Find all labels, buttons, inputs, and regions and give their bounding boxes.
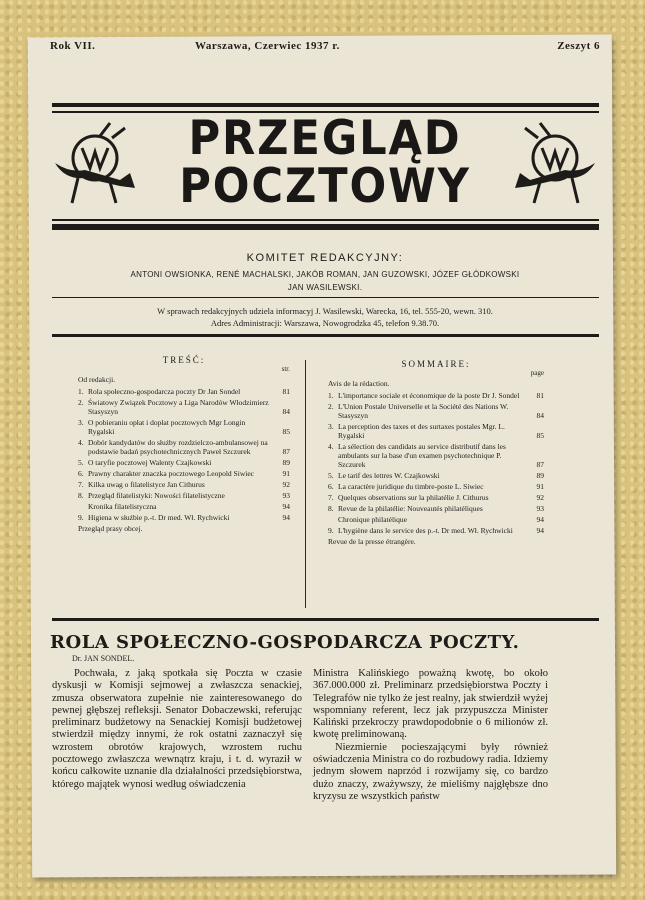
contents-polish-entry: [78, 418, 290, 436]
contents-french-entry-text: L'Union Postale Universelle et la Société des Nations W. Stasyszyn: [338, 402, 509, 420]
contents-top-rule: [52, 334, 599, 337]
contents-french-entry-text: La sélection des candidats au service distributif dans les ambulants sur la base d'un examen psychotechnique P. Szczurek: [338, 442, 506, 469]
contents-french-entry-number: 5.: [328, 471, 334, 480]
contents-french-entry-number: 2.: [328, 402, 334, 411]
committee-title: KOMITET REDAKCYJNY:: [246, 252, 404, 264]
contents-french: [328, 360, 544, 549]
masthead-title-line1: PRZEGLĄD: [188, 111, 462, 166]
contents-french-intro: Avis de la rédaction.: [328, 379, 390, 388]
contents-french-entry: [328, 493, 544, 502]
contents-polish-entry: [78, 480, 290, 489]
contents-polish-intro: Od redakcji.: [78, 375, 116, 384]
contents-french-entry-text: La perception des taxes et des surtaxes postales Mgr. L. Rygalski: [338, 422, 505, 440]
contents-polish-entry-page: 94: [282, 502, 290, 511]
contents-polish-entry-text: Światowy Związek Pocztowy a Liga Narodów Włodzimierz Stasyszyn: [88, 398, 269, 416]
masthead: [50, 110, 600, 220]
contents-polish-entry-page: 81: [282, 387, 290, 396]
contents-polish-entry-number: 3.: [78, 418, 84, 427]
contents-french-entry-number: 4.: [328, 442, 334, 451]
contents-french-entry-text: Quelques observations sur la philatélie J. Cithurus: [338, 493, 489, 502]
editorial-committee: [50, 252, 600, 294]
post-horn-emblem-icon: [50, 118, 140, 208]
contents-french-entry: [328, 471, 544, 480]
contents-polish-entry-page: 94: [282, 513, 290, 522]
contents-polish-entry: [78, 387, 290, 396]
article-author: Dr. JAN SONDEL.: [72, 654, 135, 663]
contents-french-entry-number: 9.: [328, 526, 334, 535]
top-rule: [52, 103, 599, 107]
contents-polish-entry-number: 2.: [78, 398, 84, 407]
contents-polish-entry: [78, 513, 290, 522]
contents-polish-entry-number: 9.: [78, 513, 84, 522]
contents-polish-entry: [78, 469, 290, 478]
post-horn-emblem-icon: [510, 118, 600, 208]
contents-french-entry-page: 81: [536, 391, 544, 400]
place-date: Warszawa, Czerwiec 1937 r.: [195, 40, 340, 52]
contents-polish-entry-text: O pobieraniu opłat i dopłat pocztowych Mgr Longin Rygalski: [88, 418, 246, 436]
contents-french-entry-number: 3.: [328, 422, 334, 431]
contents-french-heading: SOMMAIRE:: [401, 359, 471, 369]
contents-polish-entry-text: Prawny charakter znaczka pocztowego Leopold Siwiec: [88, 469, 254, 478]
committee-names-line2: JAN WASILEWSKI.: [287, 283, 363, 292]
info-rule: [52, 297, 599, 298]
mast-rule-thin: [52, 219, 599, 221]
contents-polish-entry: [78, 502, 290, 511]
masthead-title: [155, 110, 495, 214]
contents-polish-entry-page: 92: [282, 480, 290, 489]
contents-polish-entry-number: 1.: [78, 387, 84, 396]
contents-polish-entry-number: 8.: [78, 491, 84, 500]
contents-polish-entry-text: Higiena w służbie p.-t. Dr med. Wł. Rychwicki: [88, 513, 230, 522]
contents-polish-page-label: str.: [281, 365, 290, 373]
contents-french-entry-page: 94: [536, 526, 544, 535]
editorial-info-line2: Adres Administracji: Warszawa, Nowogrodzka 45, telefon 9.38.70.: [210, 318, 440, 328]
contents-french-entry-text: L'hygiène dans le service des p.-t. Dr med. Wł. Rychwicki: [338, 526, 513, 535]
article-paragraph: Niezmiernie pocieszającymi były również oświadczenia Ministra co do rozbudowy radia. Idziemy jednym słowem naprzód i rozwijamy się, co bardzo dużo znaczy, zważywszy, że mieliśmy najgłębsze dno kryzysu ze wszystkich państw: [313, 741, 548, 802]
contents-french-entry-number: 8.: [328, 504, 334, 513]
contents-french-entry-page: 85: [536, 431, 544, 440]
article-paragraph: Pochwała, z jaką spotkała się Poczta w czasie dyskusji w Komisji sejmowej a zwłaszcza senackiej, zmusza obserwatora zupełnie nie zainteresowanego do pewnej głębszej refleksji. Senator Dobaczewski, referując preliminarz budżetowy na Senackiej Komisji budżetowej stwierdził między innymi, że rok ostatni zaznaczył się wzrostem obrotów krajowych, wzrostem ruchu pocztowego zwłaszcza wewnątrz kraju, i t. d. wyraził w końcu całkowite uznanie dla działalności przedsiębiorstwa, którego majątek wynosi według oświadczenia: [52, 668, 302, 790]
article-paragraph: Ministra Kalińskiego poważną kwotę, bo około 367.000.000 zł. Preliminarz przedsiębiorstwa Poczty i Telegrafów nie tylko że jest realny, jak stwierdził wyżej wspomniany referent, lecz jak przypuszcza Minister Kaliński przekroczy prawdopodobnie o 6 milionów zł. kwotę preliminowaną.: [313, 668, 548, 741]
contents-polish-entry-text: Rola społeczno-gospodarcza poczty Dr Jan Sondel: [88, 387, 241, 396]
contents-polish-entry-text: O taryfie pocztowej Walenty Czajkowski: [88, 458, 212, 467]
issue-number: Zeszyt 6: [557, 40, 600, 52]
contents-french-entry: [328, 391, 544, 400]
masthead-title-line2: POCZTOWY: [179, 159, 471, 214]
contents-polish-entry-page: 91: [282, 469, 290, 478]
year-label: Rok VII.: [50, 40, 96, 52]
article-top-rule: [52, 618, 599, 621]
committee-names-line1: ANTONI OWSIONKA, RENÉ MACHALSKI, JAKÓB ROMAN, JAN GUZOWSKI, JÓZEF GŁÓDKOWSKI: [130, 270, 520, 279]
contents-french-entry-number: 6.: [328, 482, 334, 491]
contents-french-entry-page: 92: [536, 493, 544, 502]
contents-french-entry: [328, 442, 544, 469]
contents-french-entry: [328, 422, 544, 440]
contents-polish-entry: [78, 398, 290, 416]
article-title: ROLA SPOŁECZNO-GOSPODARCZA POCZTY.: [50, 632, 520, 653]
contents-french-entry-text: Le tarif des lettres W. Czajkowski: [338, 471, 440, 480]
contents-polish-entry-number: 5.: [78, 458, 84, 467]
contents-french-entry-text: L'importance sociale et économique de la poste Dr J. Sondel: [338, 391, 520, 400]
contents-french-entry: [328, 482, 544, 491]
contents-french-entry-page: 94: [536, 515, 544, 524]
contents-french-entry: [328, 515, 544, 524]
contents-polish-entry-number: 6.: [78, 469, 84, 478]
contents-polish-outro: Przegląd prasy obcej.: [78, 524, 143, 533]
contents-polish-entry-page: 93: [282, 491, 290, 500]
contents-polish-entry-page: 84: [282, 407, 290, 416]
contents-french-entry-page: 84: [536, 411, 544, 420]
editorial-info: [50, 305, 600, 329]
contents-divider: [305, 360, 306, 608]
contents-polish-heading: TREŚĆ:: [162, 355, 206, 365]
contents-french-entry: [328, 526, 544, 535]
contents-polish-entry: [78, 438, 290, 456]
contents-french-entry-page: 93: [536, 504, 544, 513]
article-column-left: [52, 668, 302, 791]
contents-french-entry-text: Revue de la philatélie: Nouveautés philatéliques: [338, 504, 483, 513]
contents-polish-entry-page: 89: [282, 458, 290, 467]
contents-polish-entry-number: 4.: [78, 438, 84, 447]
contents-polish-entry-number: 7.: [78, 480, 84, 489]
contents-french-entry-number: 7.: [328, 493, 334, 502]
editorial-info-line1: W sprawach redakcyjnych udziela informacyj J. Wasilewski, Warecka, 16, tel. 555-20, wewn. 310.: [157, 306, 493, 316]
article-column-right: [313, 668, 548, 803]
contents-french-entry: [328, 504, 544, 513]
contents-polish-entry-text: Kronika filatelistyczna: [88, 502, 157, 511]
contents-french-entry-page: 91: [536, 482, 544, 491]
contents-french-entry-text: La caractère juridique du timbre-poste L. Siwiec: [338, 482, 484, 491]
contents-polish-entry-text: Dobór kandydatów do służby rozdzielczo-ambulansowej na podstawie badań psychotechnicznych Paweł Szczurek: [88, 438, 268, 456]
contents-french-entry-number: 1.: [328, 391, 334, 400]
contents-french-entry: [328, 402, 544, 420]
contents-french-entry-page: 89: [536, 471, 544, 480]
contents-polish: [78, 356, 290, 536]
contents-polish-entry: [78, 491, 290, 500]
mast-rule: [52, 224, 599, 230]
contents-polish-entry-text: Kilka uwag o filatelistyce Jan Cithurus: [88, 480, 205, 489]
contents-polish-entry-page: 87: [282, 447, 290, 456]
contents-polish-entry: [78, 458, 290, 467]
contents-polish-entry-page: 85: [282, 427, 290, 436]
contents-french-page-label: page: [530, 369, 544, 377]
contents-french-entry-text: Chronique philatélique: [338, 515, 407, 524]
contents-french-outro: Revue de la presse étrangère.: [328, 537, 416, 546]
contents-polish-entry-text: Przegląd filatelistyki: Nowości filatelistyczne: [88, 491, 225, 500]
contents-french-entry-page: 87: [536, 460, 544, 469]
